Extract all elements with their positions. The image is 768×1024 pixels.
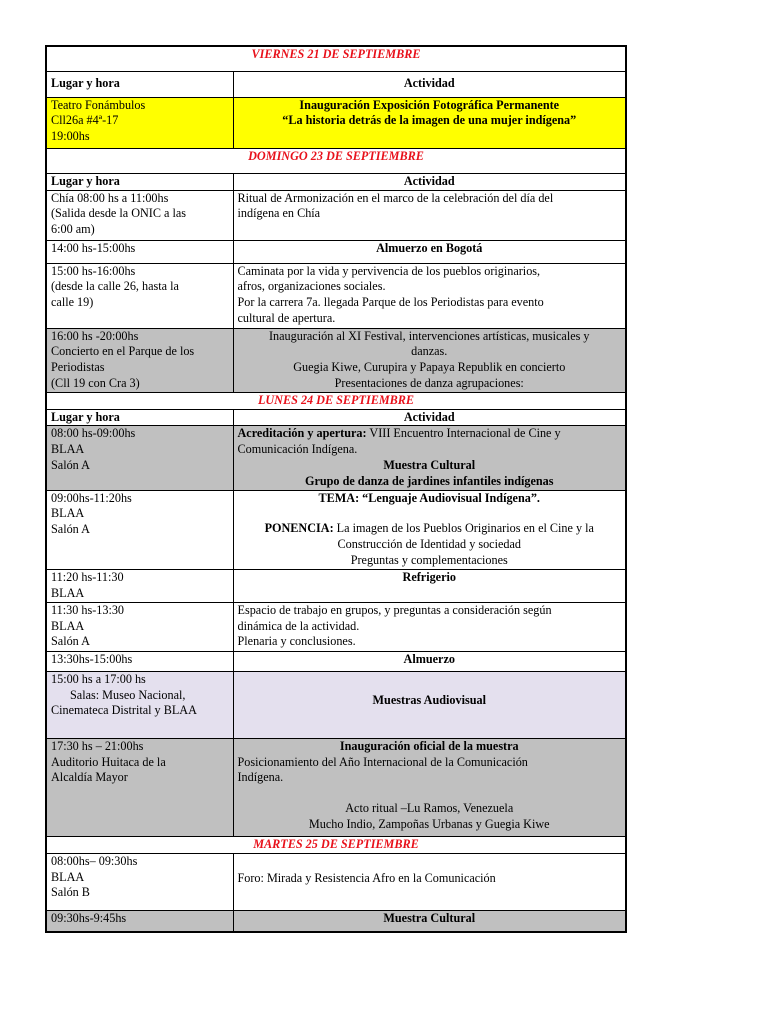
day-header-row: [46, 148, 626, 173]
schedule-row: [46, 910, 626, 932]
activity-cell: TEMA: “Lenguaje Audiovisual Indígena”. PONENCIA: La imagen de los Pueblos Originarios en el Cine y la Construcción de Identidad y sociedad Preguntas y complementaciones: [233, 490, 626, 569]
place-time-cell: 17:30 hs – 21:00hs Auditorio Huitaca de la Alcaldía Mayor: [46, 738, 233, 836]
activity-cell: Refrigerio: [233, 569, 626, 602]
activity-cell: Ritual de Armonización en el marco de la celebración del día del indígena en Chía: [233, 190, 626, 240]
place-time-cell: 08:00hs– 09:30hs BLAA Salón B: [46, 853, 233, 910]
schedule-row: [46, 426, 626, 490]
day-title: VIERNES 21 DE SEPTIEMBRE: [46, 46, 626, 71]
place-time-cell: 09:00hs-11:20hs BLAA Salón A: [46, 490, 233, 569]
place-time-cell: 11:20 hs-11:30 BLAA: [46, 569, 233, 602]
day-header-row: [46, 46, 626, 71]
place-time-cell: Teatro Fonámbulos Cll26a #4ª-17 19:00hs: [46, 97, 233, 148]
place-time-cell: Chía 08:00 hs a 11:00hs (Salida desde la ONIC a las 6:00 am): [46, 190, 233, 240]
activity-cell: Muestras Audiovisual: [233, 671, 626, 738]
schedule-row: [46, 490, 626, 569]
schedule-table: [45, 45, 627, 933]
activity-cell: Acreditación y apertura: VIII Encuentro Internacional de Cine y Comunicación Indígena. Muestra Cultural Grupo de danza de jardines infantiles indígenas: [233, 426, 626, 490]
header-lugar: Lugar y hora: [46, 173, 233, 190]
place-time-cell: 14:00 hs-15:00hs: [46, 240, 233, 263]
schedule-row: [46, 853, 626, 910]
day-header-row: [46, 836, 626, 853]
day-title: DOMINGO 23 DE SEPTIEMBRE: [46, 148, 626, 173]
column-header-row: [46, 409, 626, 426]
place-time-cell: 08:00 hs-09:00hs BLAA Salón A: [46, 426, 233, 490]
place-time-cell: 11:30 hs-13:30 BLAA Salón A: [46, 602, 233, 651]
day-header-row: [46, 392, 626, 409]
schedule-row: [46, 651, 626, 671]
place-time-cell: 16:00 hs -20:00hs Concierto en el Parque de los Periodistas (Cll 19 con Cra 3): [46, 328, 233, 392]
schedule-row: [46, 738, 626, 836]
column-header-row: [46, 71, 626, 97]
header-lugar: Lugar y hora: [46, 71, 233, 97]
schedule-row: [46, 97, 626, 148]
schedule-row: [46, 240, 626, 263]
activity-cell: Muestra Cultural: [233, 910, 626, 932]
schedule-row: [46, 190, 626, 240]
activity-cell: Inauguración oficial de la muestra Posicionamiento del Año Internacional de la Comunicación Indígena. Acto ritual –Lu Ramos, Venezuela Mucho Indio, Zampoñas Urbanas y Guegia Kiwe: [233, 738, 626, 836]
activity-cell: Foro: Mirada y Resistencia Afro en la Comunicación: [233, 853, 626, 910]
activity-cell: Inauguración Exposición Fotográfica Permanente “La historia detrás de la imagen de una mujer indígena”: [233, 97, 626, 148]
activity-cell: Caminata por la vida y pervivencia de los pueblos originarios, afros, organizaciones sociales. Por la carrera 7a. llegada Parque de los Periodistas para evento cultural de apertura.: [233, 263, 626, 328]
day-title: MARTES 25 DE SEPTIEMBRE: [46, 836, 626, 853]
schedule-row: [46, 328, 626, 392]
header-actividad: Actividad: [233, 173, 626, 190]
day-title: LUNES 24 DE SEPTIEMBRE: [46, 392, 626, 409]
place-time-cell: 15:00 hs-16:00hs (desde la calle 26, hasta la calle 19): [46, 263, 233, 328]
activity-cell: Espacio de trabajo en grupos, y preguntas a consideración según dinámica de la actividad. Plenaria y conclusiones.: [233, 602, 626, 651]
activity-cell: Almuerzo: [233, 651, 626, 671]
column-header-row: [46, 173, 626, 190]
place-time-cell: 13:30hs-15:00hs: [46, 651, 233, 671]
header-actividad: Actividad: [233, 409, 626, 426]
place-time-cell: 15:00 hs a 17:00 hs Salas: Museo Nacional, Cinemateca Distrital y BLAA: [46, 671, 233, 738]
schedule-row: [46, 602, 626, 651]
activity-cell: Almuerzo en Bogotá: [233, 240, 626, 263]
header-lugar: Lugar y hora: [46, 409, 233, 426]
schedule-row: [46, 671, 626, 738]
place-time-cell: 09:30hs-9:45hs: [46, 910, 233, 932]
activity-cell: Inauguración al XI Festival, intervenciones artísticas, musicales y danzas. Guegia Kiwe, Curupira y Papaya Republik en concierto Presentaciones de danza agrupaciones:: [233, 328, 626, 392]
schedule-row: [46, 263, 626, 328]
schedule-row: [46, 569, 626, 602]
header-actividad: Actividad: [233, 71, 626, 97]
